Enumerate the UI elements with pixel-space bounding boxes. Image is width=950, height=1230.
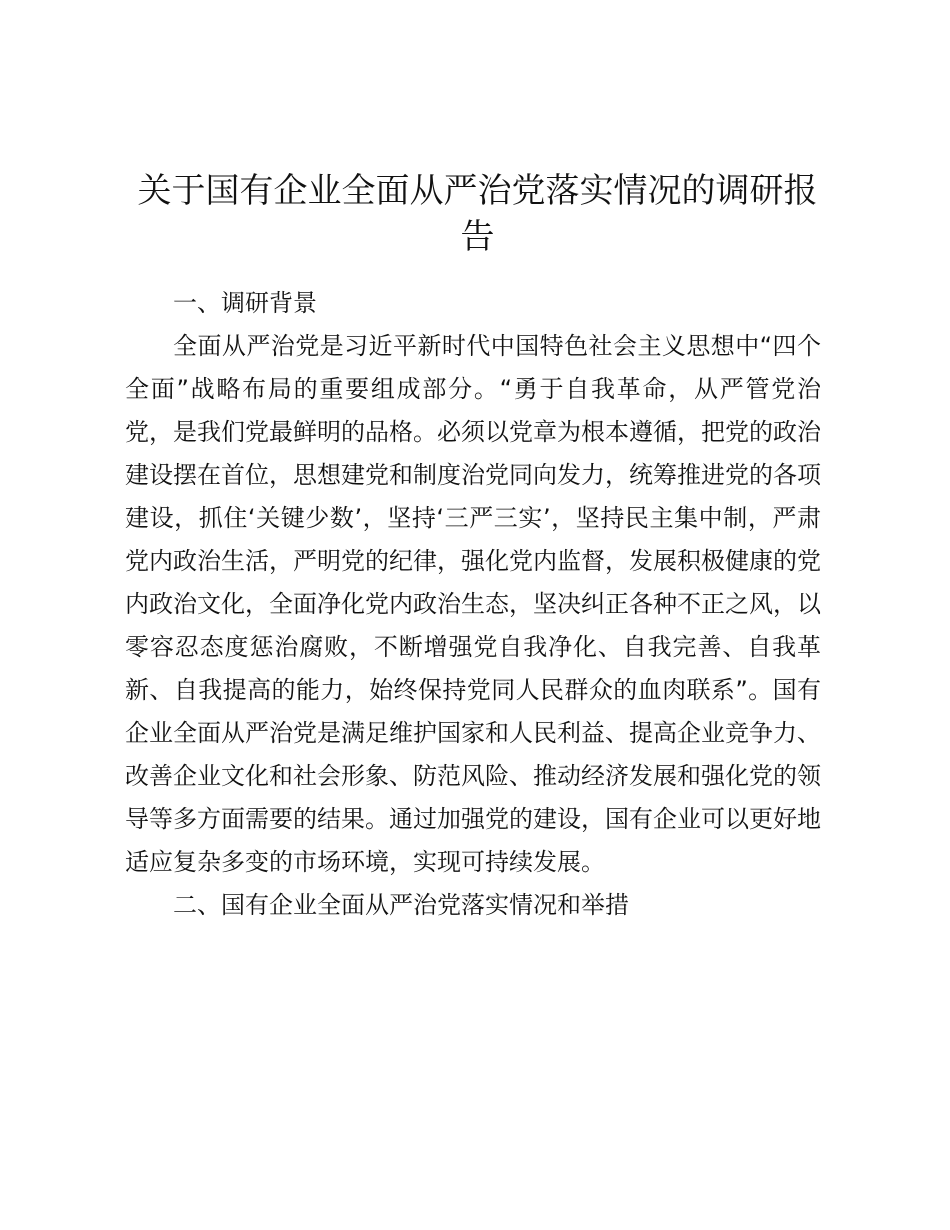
body-paragraph: 全面从严治党是习近平新时代中国特色社会主义思想中“四个全面”战略布局的重要组成部分。“勇于自我革命，从严管党治党，是我们党最鲜明的品格。必须以党章为根本遵循，把党的政治建设摆在首位，思想建党和制度治党同向发力，统筹推进党的各项建设，抓住‘关键少数’，坚持‘三严三实’，坚持民主集中制，严肃党内政治生活，严明党的纪律，强化党内监督，发展积极健康的党内政治文化，全面净化党内政治生态，坚决纠正各种不正之风，以零容忍态度惩治腐败，不断增强党自我净化、自我完善、自我革新、自我提高的能力，始终保持党同人民群众的血肉联系”。国有企业全面从严治党是满足维护国家和人民利益、提高企业竞争力、改善企业文化和社会形象、防范风险、推动经济发展和强化党的领导等多方面需要的结果。通过加强党的建设，国有企业可以更好地适应复杂多变的市场环境，实现可持续发展。 xyxy=(125,332,821,876)
section-heading-implementation: 二、国有企业全面从严治党落实情况和举措 xyxy=(173,891,629,919)
document-body xyxy=(125,282,821,927)
section-heading-background: 一、调研背景 xyxy=(173,289,317,317)
document-title: 关于国有企业全面从严治党落实情况的调研报告 xyxy=(137,171,818,257)
